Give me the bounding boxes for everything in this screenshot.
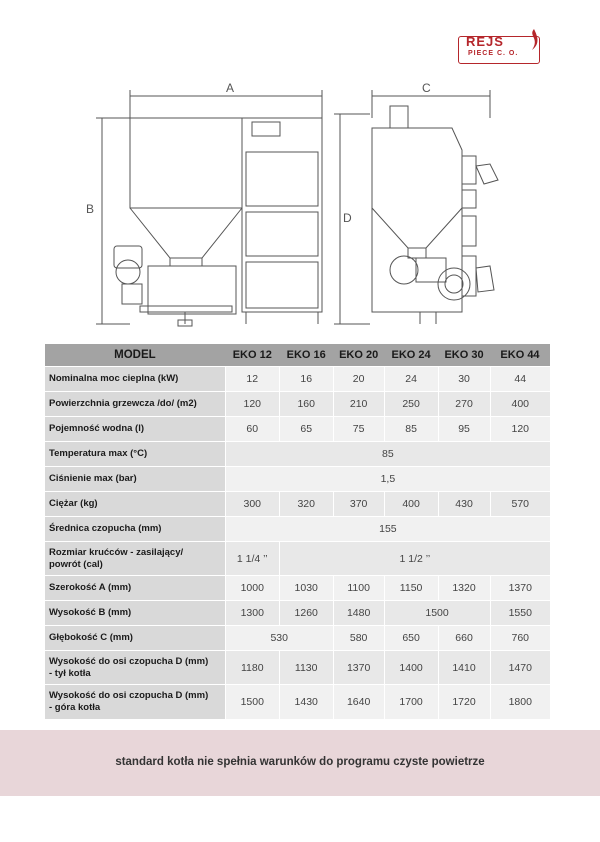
row-label: Ciężar (kg) bbox=[45, 492, 226, 517]
cell: 75 bbox=[333, 417, 384, 442]
header-eko-24: EKO 24 bbox=[384, 344, 438, 367]
dim-label-a: A bbox=[226, 81, 235, 95]
cell: 85 bbox=[384, 417, 438, 442]
cell: 660 bbox=[438, 626, 490, 651]
table-row bbox=[45, 576, 551, 601]
table-row bbox=[45, 651, 551, 685]
cell-merged: 1,5 bbox=[225, 467, 550, 492]
cell-merged: 155 bbox=[225, 517, 550, 542]
cell: 1300 bbox=[225, 601, 279, 626]
cell: 1180 bbox=[225, 651, 279, 685]
row-label-line-1: Wysokość do osi czopucha D (mm) bbox=[49, 689, 209, 701]
cell: 30 bbox=[438, 367, 490, 392]
table-row bbox=[45, 542, 551, 576]
cell: 1 1/4 ’’ bbox=[225, 542, 279, 576]
cell: 16 bbox=[279, 367, 333, 392]
cell: 1410 bbox=[438, 651, 490, 685]
cell: 65 bbox=[279, 417, 333, 442]
cell: 580 bbox=[333, 626, 384, 651]
cell: 1400 bbox=[384, 651, 438, 685]
cell: 1100 bbox=[333, 576, 384, 601]
table-row bbox=[45, 442, 551, 467]
row-label: Średnica czopucha (mm) bbox=[45, 517, 226, 542]
table-row bbox=[45, 517, 551, 542]
cell: 1430 bbox=[279, 685, 333, 719]
table-row bbox=[45, 392, 551, 417]
cell: 1030 bbox=[279, 576, 333, 601]
cell: 400 bbox=[490, 392, 550, 417]
header-eko-44: EKO 44 bbox=[490, 344, 550, 367]
cell: 570 bbox=[490, 492, 550, 517]
cell: 95 bbox=[438, 417, 490, 442]
cell: 1260 bbox=[279, 601, 333, 626]
row-label bbox=[45, 651, 226, 685]
cell: 1150 bbox=[384, 576, 438, 601]
row-label: Ciśnienie max (bar) bbox=[45, 467, 226, 492]
row-label: Powierzchnia grzewcza /do/ (m2) bbox=[45, 392, 226, 417]
cell: 60 bbox=[225, 417, 279, 442]
table-row bbox=[45, 492, 551, 517]
logo bbox=[458, 28, 542, 68]
cell: 1640 bbox=[333, 685, 384, 719]
table-row bbox=[45, 467, 551, 492]
row-label: Wysokość B (mm) bbox=[45, 601, 226, 626]
boiler-technical-drawing bbox=[70, 78, 540, 336]
row-label-line-2: - tył kotła bbox=[49, 667, 91, 679]
cell: 270 bbox=[438, 392, 490, 417]
table-row bbox=[45, 626, 551, 651]
row-label: Temperatura max (°C) bbox=[45, 442, 226, 467]
cell-merged: 530 bbox=[225, 626, 333, 651]
row-label-line-1: Wysokość do osi czopucha D (mm) bbox=[49, 655, 209, 667]
row-label: Nominalna moc cieplna (kW) bbox=[45, 367, 226, 392]
cell: 1480 bbox=[333, 601, 384, 626]
flame-icon bbox=[526, 28, 542, 52]
cell: 44 bbox=[490, 367, 550, 392]
cell: 320 bbox=[279, 492, 333, 517]
table-header-row bbox=[45, 344, 551, 367]
spec-table bbox=[44, 344, 550, 719]
cell: 20 bbox=[333, 367, 384, 392]
cell-merged: 85 bbox=[225, 442, 550, 467]
logo-subtitle: PIECE C. O. bbox=[468, 50, 519, 57]
header-eko-30: EKO 30 bbox=[438, 344, 490, 367]
header-eko-16: EKO 16 bbox=[279, 344, 333, 367]
cell: 24 bbox=[384, 367, 438, 392]
row-label bbox=[45, 685, 226, 719]
cell: 400 bbox=[384, 492, 438, 517]
cell: 650 bbox=[384, 626, 438, 651]
cell-merged: 1 1/2 ’’ bbox=[279, 542, 550, 576]
row-label: Głębokość C (mm) bbox=[45, 626, 226, 651]
logo-brand: REJS bbox=[466, 34, 504, 49]
cell: 120 bbox=[225, 392, 279, 417]
cell: 1470 bbox=[490, 651, 550, 685]
header-eko-20: EKO 20 bbox=[333, 344, 384, 367]
header-model: MODEL bbox=[45, 344, 226, 367]
cell: 1320 bbox=[438, 576, 490, 601]
row-label: Szerokość A (mm) bbox=[45, 576, 226, 601]
row-label bbox=[45, 542, 226, 576]
cell: 250 bbox=[384, 392, 438, 417]
cell: 1000 bbox=[225, 576, 279, 601]
cell: 430 bbox=[438, 492, 490, 517]
cell-merged: 1500 bbox=[384, 601, 490, 626]
cell: 1550 bbox=[490, 601, 550, 626]
table-row bbox=[45, 367, 551, 392]
dim-label-c: C bbox=[422, 81, 431, 95]
table-row bbox=[45, 417, 551, 442]
row-label-line-1: Rozmiar krućców - zasilający/ bbox=[49, 546, 184, 558]
cell: 1370 bbox=[490, 576, 550, 601]
footer-note: standard kotła nie spełnia warunków do programu czyste powietrze bbox=[115, 756, 485, 768]
cell: 1700 bbox=[384, 685, 438, 719]
cell: 1130 bbox=[279, 651, 333, 685]
footer-banner bbox=[0, 730, 600, 796]
row-label-line-2: powrót (cal) bbox=[49, 558, 103, 570]
cell: 370 bbox=[333, 492, 384, 517]
cell: 12 bbox=[225, 367, 279, 392]
cell: 760 bbox=[490, 626, 550, 651]
cell: 1500 bbox=[225, 685, 279, 719]
dim-label-d: D bbox=[343, 211, 352, 225]
cell: 1800 bbox=[490, 685, 550, 719]
cell: 300 bbox=[225, 492, 279, 517]
row-label-line-2: - góra kotła bbox=[49, 701, 101, 713]
cell: 210 bbox=[333, 392, 384, 417]
cell: 1720 bbox=[438, 685, 490, 719]
header-eko-12: EKO 12 bbox=[225, 344, 279, 367]
cell: 1370 bbox=[333, 651, 384, 685]
cell: 120 bbox=[490, 417, 550, 442]
dim-label-b: B bbox=[86, 202, 95, 216]
table-row bbox=[45, 601, 551, 626]
cell: 160 bbox=[279, 392, 333, 417]
row-label: Pojemność wodna (l) bbox=[45, 417, 226, 442]
table-row bbox=[45, 685, 551, 719]
